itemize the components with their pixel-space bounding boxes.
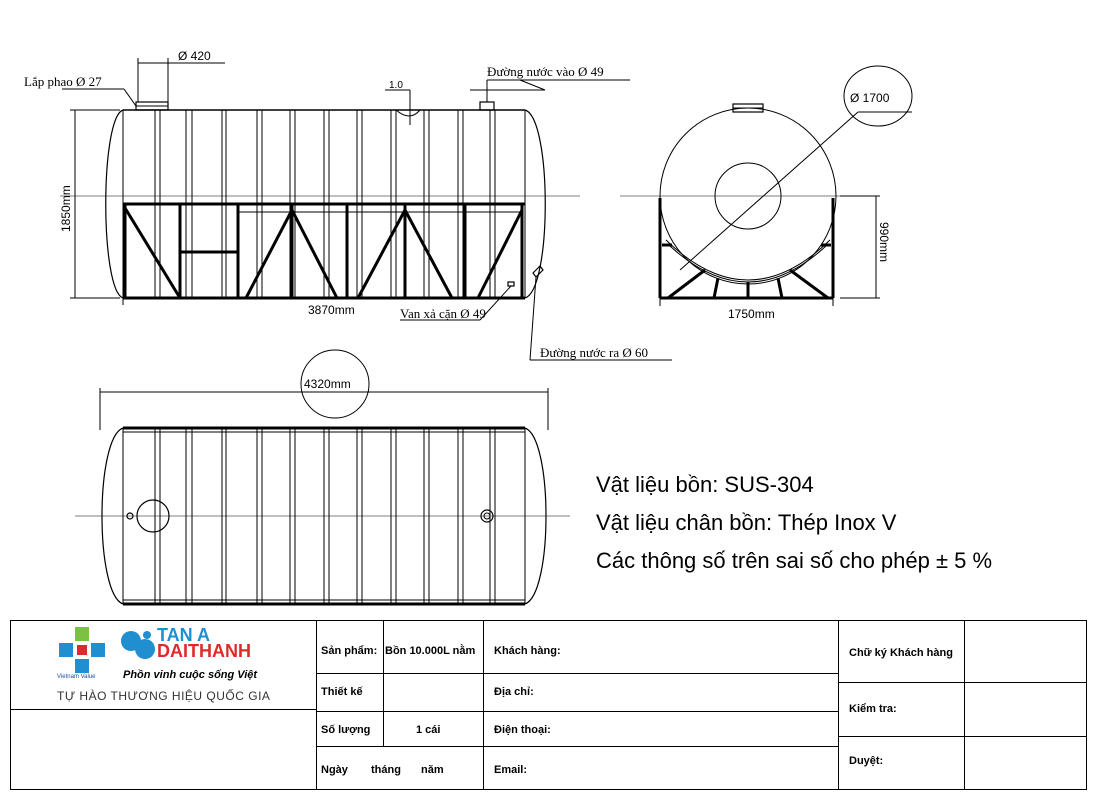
duyet-label: Duyệt: [849, 755, 884, 767]
lap-phao-label: Lắp phao Ø 27 [24, 74, 102, 89]
dien-thoai-label: Điện thoại: [494, 724, 551, 736]
divider [316, 746, 838, 747]
divider [11, 709, 316, 710]
so-luong-label: Số lượng [321, 724, 371, 736]
van-xa-can-label: Van xả cặn Ø 49 [400, 306, 486, 321]
divider [316, 673, 838, 674]
divider [316, 711, 838, 712]
divider [316, 621, 317, 789]
divider [838, 621, 839, 789]
l3870-label: 3870mm [308, 303, 355, 317]
email-label: Email: [494, 764, 528, 776]
d1-0-label: 1.0 [389, 80, 403, 91]
san-pham-label: Sản phẩm: [321, 645, 378, 657]
nam-label: năm [421, 764, 444, 776]
divider [964, 621, 965, 789]
divider [838, 736, 1087, 737]
vietnam-value-label: Vietnam Value [57, 674, 96, 680]
thiet-ke-label: Thiết kế [321, 686, 363, 698]
kiem-tra-label: Kiểm tra: [849, 703, 897, 715]
divider [838, 682, 1087, 683]
slogan: Phồn vinh cuộc sống Việt [123, 669, 258, 681]
note-tank-material: Vật liệu bồn: SUS-304 [596, 472, 814, 497]
note-stand-material: Vật liệu chân bồn: Thép Inox V [596, 510, 897, 535]
khach-hang-label: Khách hàng: [494, 645, 561, 657]
duong-nuoc-vao-label: Đường nước vào Ø 49 [487, 64, 604, 79]
divider [483, 621, 484, 789]
so-luong-value: 1 cái [416, 724, 441, 736]
brand-bottom: DAITHANH [157, 641, 251, 661]
title-block [10, 620, 1087, 790]
d1700-label: Ø 1700 [850, 91, 890, 105]
company-logo [11, 621, 316, 709]
thang-label: tháng [371, 764, 401, 776]
chu-ky-label: Chữ ký Khách hàng [849, 647, 953, 659]
brand-top: TAN A [157, 625, 210, 645]
divider [383, 621, 384, 746]
note-tolerance: Các thông số trên sai số cho phép ± 5 % [596, 548, 993, 573]
dia-chi-label: Địa chỉ: [494, 686, 534, 698]
d420-label: Ø 420 [178, 49, 211, 63]
duong-nuoc-ra-label: Đường nước ra Ø 60 [540, 345, 648, 360]
h1850-label: 1850mm [59, 185, 73, 232]
san-pham-value: Bồn 10.000L nằm [385, 645, 476, 657]
l4320-label: 4320mm [304, 377, 351, 391]
front-view [60, 58, 672, 360]
h990-label: 990mm [877, 222, 891, 263]
w1750-label: 1750mm [728, 307, 775, 321]
material-notes [596, 466, 992, 580]
ngay-label: Ngày [321, 764, 348, 776]
tagline: TỰ HÀO THƯƠNG HIỆU QUỐC GIA [57, 689, 271, 703]
